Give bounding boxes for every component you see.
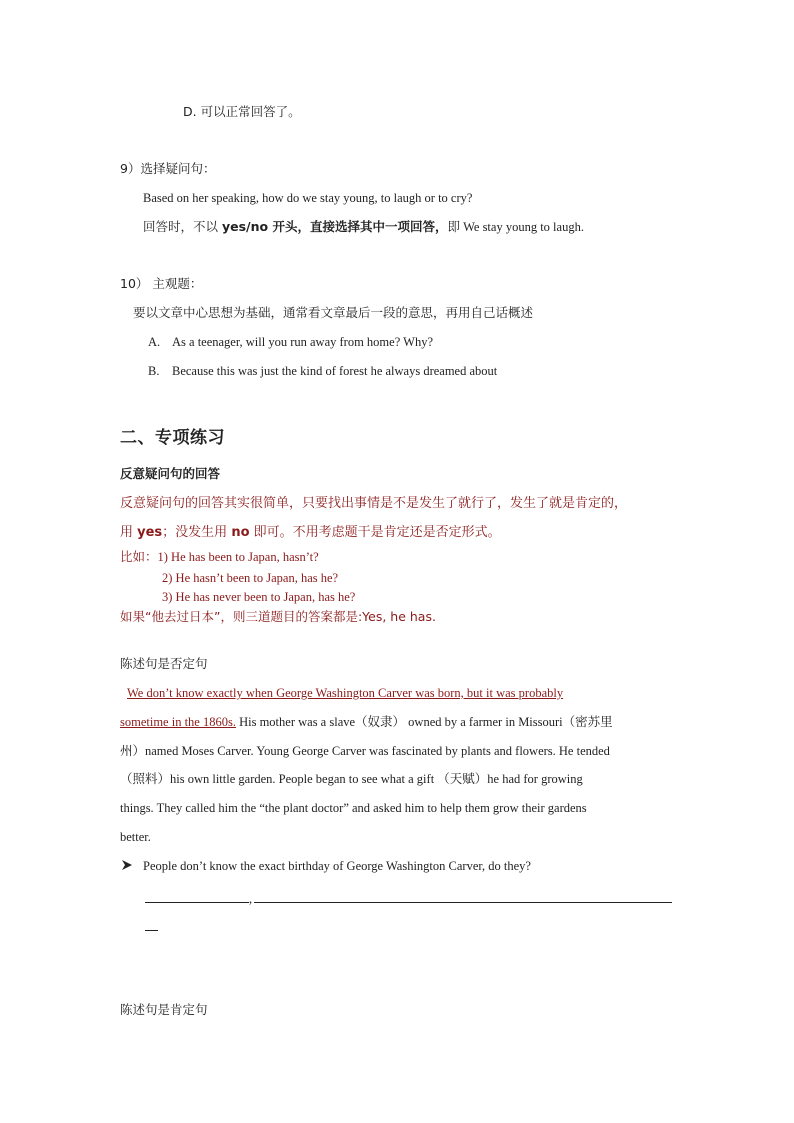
- rule-line-2-b: ；没发生用: [162, 525, 232, 540]
- rule-line-1: 反意疑问句的回答其实很简单，只要找出事情是不是发生了就行了，发生了就是肯定的，: [120, 496, 628, 511]
- q10-a-text: As a teenager, will you run away from home? Why?: [172, 335, 433, 349]
- q9-answer-pre: 回答时，不以: [143, 219, 222, 234]
- rule-line-2-c: 即可。不用考虑题干是肯定还是否定形式。: [249, 525, 501, 540]
- example-2: 2) He hasn’t been to Japan, has he?: [162, 571, 339, 585]
- answer-comma: ,: [249, 892, 253, 906]
- section-heading: 二、专项练习: [120, 428, 225, 448]
- question-text: People don’t know the exact birthday of George Washington Carver, do they?: [143, 859, 531, 873]
- q9-example: Based on her speaking, how do we stay young, to laugh or to cry?: [143, 191, 473, 205]
- answer-blank-1[interactable]: [145, 902, 249, 903]
- passage-line-2: [120, 714, 613, 730]
- q10-b-text: Because this was just the kind of forest he always dreamed about: [172, 364, 498, 378]
- rule-yes: yes: [137, 525, 163, 540]
- passage-line-1: We don’t know exactly when George Washington Carver was born, but it was probably: [127, 686, 564, 700]
- q10-desc: 要以文章中心思想为基础，通常看文章最后一段的意思，再用自己话概述: [133, 305, 534, 320]
- answer-blank-2[interactable]: [254, 902, 672, 903]
- passage-line-6: better.: [120, 830, 151, 844]
- positive-title: 陈述句是肯定句: [120, 1002, 208, 1017]
- rule-line-2-a: 用: [120, 525, 138, 540]
- q10-a-marker: A.: [148, 335, 161, 349]
- passage-line-2-rest: His mother was a slave（奴隶） owned by a farmer in Missouri（密苏里: [235, 715, 613, 729]
- passage-line-2-highlight: sometime in the 1860s.: [120, 715, 236, 729]
- q9-answer-bold: yes/no 开头，直接选择其中一项回答，: [221, 219, 448, 234]
- example-1-text: 1) He has been to Japan, hasn’t?: [157, 550, 319, 564]
- passage-line-3: 州）named Moses Carver. Young George Carver was fascinated by plants and flowers. He tended: [120, 744, 610, 758]
- q10-title: 10） 主观题：: [120, 276, 203, 291]
- passage-line-4: （照料）his own little garden. People began to see what a gift （天赋）he had for growing: [120, 772, 583, 786]
- rule-line-2: [120, 525, 501, 541]
- q9-answer: [143, 219, 584, 235]
- answer-blank-3[interactable]: [145, 930, 158, 931]
- option-d: D. 可以正常回答了。: [183, 104, 301, 119]
- q9-answer-post: 即 We stay young to laugh.: [447, 220, 584, 234]
- arrow-bullet-icon: [120, 859, 134, 871]
- example-conclusion: 如果“他去过日本”，则三道题目的答案都是:Yes, he has.: [120, 609, 436, 624]
- example-1: [120, 549, 319, 565]
- negative-title: 陈述句是否定句: [120, 656, 208, 671]
- section-subheading: 反意疑问句的回答: [120, 466, 221, 481]
- example-prefix: 比如：: [120, 549, 158, 564]
- passage-line-5: things. They called him the “the plant doctor” and asked him to help them grow their gardens: [120, 801, 587, 815]
- example-3: 3) He has never been to Japan, has he?: [162, 590, 356, 604]
- q10-b-marker: B.: [148, 364, 160, 378]
- rule-no: no: [231, 525, 250, 540]
- q9-title: 9）选择疑问句：: [120, 161, 216, 176]
